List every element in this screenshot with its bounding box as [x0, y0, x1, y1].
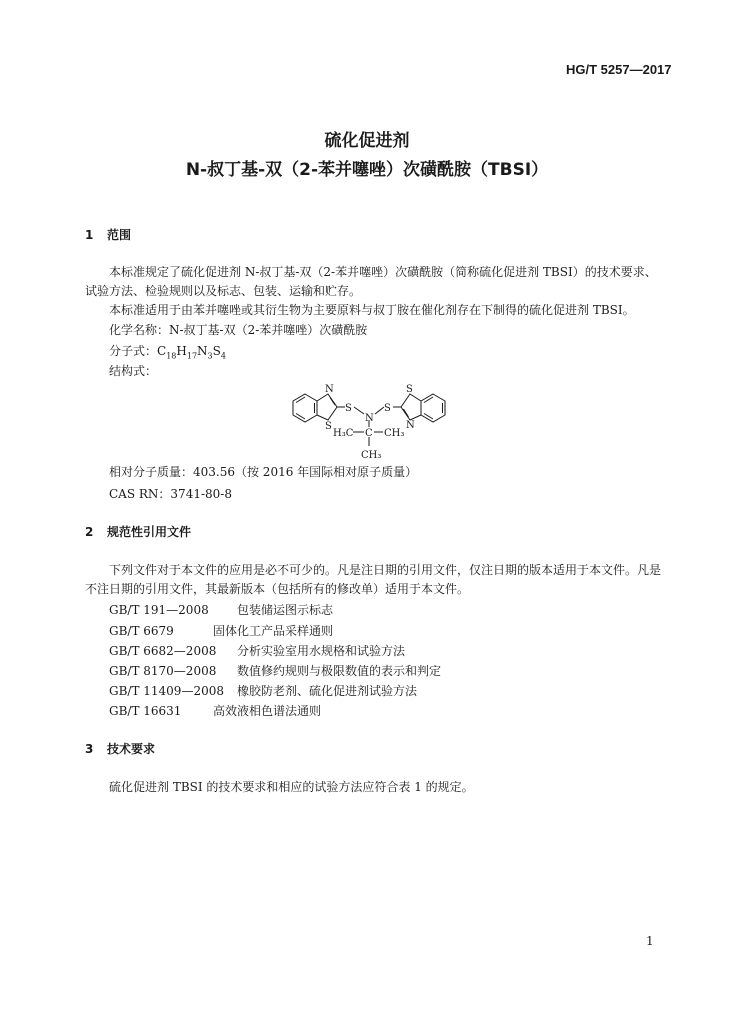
scope-paragraph-1: 本标准规定了硫化促进剂 N-叔丁基-双（2-苯并噻唑）次磺酰胺（简称硫化促进剂 TBSI）的技术要求、试验方法、检验规则以及标志、包装、运输和贮存。	[85, 265, 657, 298]
reference-item	[109, 662, 441, 679]
atom-c-quaternary: C	[365, 428, 373, 439]
atom-n-left: N	[325, 384, 334, 395]
formula-n-count: 3	[207, 351, 213, 361]
formula-label: 分子式：	[109, 344, 158, 358]
chemical-name: 化学名称：N-叔丁基-双（2-苯并噻唑）次磺酰胺	[109, 323, 368, 337]
section-number: 1	[85, 228, 94, 242]
structure-label: 结构式：	[109, 364, 158, 378]
group-ch3-bottom: CH₃	[361, 450, 382, 461]
formula-s-count: 4	[220, 351, 226, 361]
formula-s: S	[212, 344, 221, 358]
group-ch3-right: CH₃	[384, 428, 405, 439]
structural-formula-diagram	[285, 380, 455, 462]
technical-requirements-paragraph: 硫化促进剂 TBSI 的技术要求和相应的试验方法应符合表 1 的规定。	[109, 780, 474, 794]
formula-n: N	[197, 344, 208, 358]
section-title: 技术要求	[107, 742, 156, 756]
left-benzene-ring	[293, 394, 317, 422]
atom-s-link-left: S	[345, 403, 352, 414]
reference-title: 固体化工产品采样通则	[213, 624, 334, 638]
reference-code: GB/T 191—2008	[109, 603, 209, 617]
reference-title: 分析实验室用水规格和试验方法	[237, 644, 406, 658]
formula-h-count: 17	[186, 351, 198, 361]
atom-s-ring-left: S	[325, 421, 332, 432]
molar-mass: 相对分子质量：403.56（按 2016 年国际相对原子质量）	[109, 465, 418, 479]
page-number: 1	[646, 934, 654, 948]
formula-h: H	[176, 344, 187, 358]
right-thiazole-ring	[401, 394, 421, 420]
reference-code: GB/T 6682—2008	[109, 644, 217, 658]
reference-item	[109, 682, 417, 699]
normative-references-intro: 下列文件对于本文件的应用是必不可少的。凡是注日期的引用文件，仅注日期的版本适用于本文件。凡是不注日期的引用文件，其最新版本（包括所有的修改单）适用于本文件。	[85, 563, 662, 596]
atom-n-center: N	[365, 413, 374, 424]
right-benzene-ring	[421, 394, 445, 422]
reference-title: 橡胶防老剂、硫化促进剂试验方法	[237, 684, 418, 698]
section-title: 范围	[107, 228, 132, 242]
reference-item	[109, 601, 333, 618]
reference-code: GB/T 8170—2008	[109, 664, 217, 678]
section-number: 2	[85, 525, 94, 539]
section-title: 规范性引用文件	[107, 525, 192, 539]
reference-code: GB/T 16631	[109, 704, 182, 718]
reference-title: 数值修约规则与极限数值的表示和判定	[237, 664, 442, 678]
document-title-line2: N-叔丁基-双（2-苯并噻唑）次磺酰胺（TBSI）	[185, 160, 549, 180]
section-2-heading	[85, 523, 191, 540]
molecular-formula	[109, 342, 226, 360]
section-3-heading	[85, 740, 155, 757]
cas-number: CAS RN：3741-80-8	[109, 487, 232, 501]
group-h3c: H₃C	[333, 428, 354, 439]
document-title-line1: 硫化促进剂	[324, 131, 410, 151]
formula-c: C	[157, 344, 167, 358]
reference-code: GB/T 6679	[109, 624, 174, 638]
reference-title: 包装储运图示标志	[237, 603, 334, 617]
section-1-heading	[85, 226, 131, 243]
scope-paragraph-2: 本标准适用于由苯并噻唑或其衍生物为主要原料与叔丁胺在催化剂存在下制得的硫化促进剂 TBSI。	[109, 303, 635, 317]
reference-code: GB/T 11409—2008	[109, 684, 224, 698]
atom-s-ring-right: S	[406, 384, 413, 395]
section-number: 3	[85, 742, 94, 756]
atom-n-right: N	[406, 420, 415, 431]
left-thiazole-ring	[317, 394, 337, 420]
reference-item	[109, 702, 321, 719]
atom-s-link-right: S	[384, 403, 391, 414]
reference-item	[109, 622, 333, 639]
standard-number: HG/T 5257—2017	[566, 62, 672, 77]
reference-item	[109, 642, 405, 659]
formula-c-count: 18	[166, 351, 177, 361]
reference-title: 高效液相色谱法通则	[213, 704, 322, 718]
